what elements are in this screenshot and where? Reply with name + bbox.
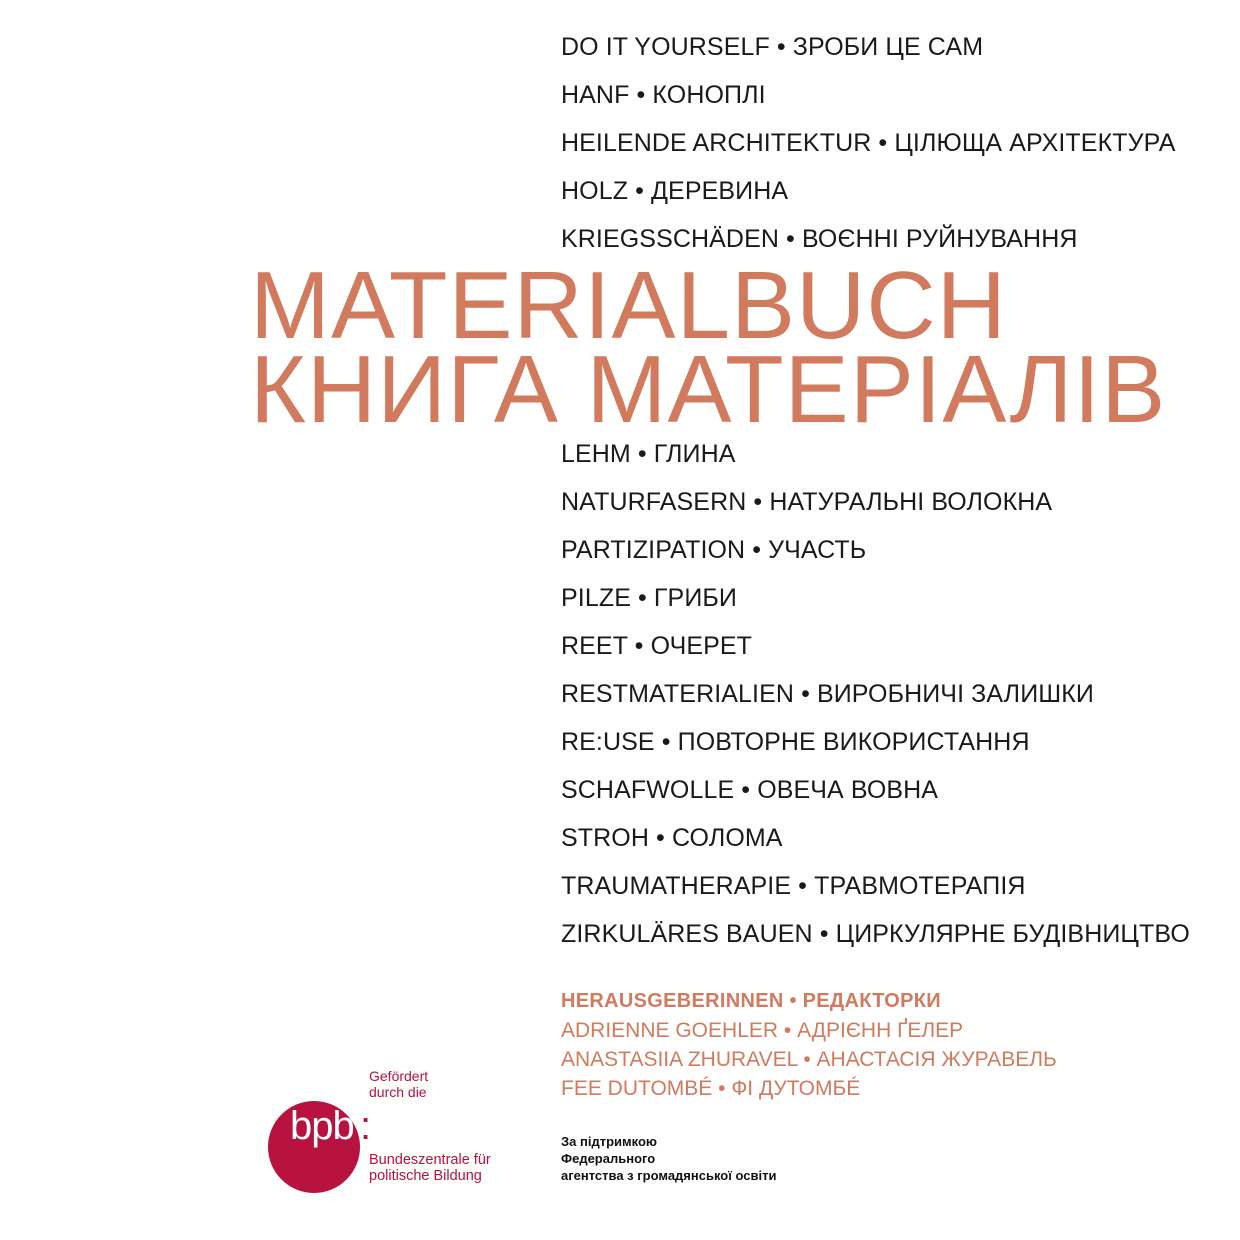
topic-item: HOLZ • ДЕРЕВИНА	[561, 177, 789, 205]
book-title-ukrainian: КНИГА МАТЕРІАЛІВ	[250, 336, 1167, 443]
topic-item: TRAUMATHERAPIE • ТРАВМОТЕРАПІЯ	[561, 872, 1026, 900]
bpb-logo-colon: :	[360, 1104, 372, 1148]
topic-item: REET • ОЧЕРЕТ	[561, 632, 753, 660]
funder-caption	[369, 1068, 428, 1100]
topic-item: HANF • КОНОПЛІ	[561, 81, 766, 109]
editor-name: FEE DUTOMBÉ • ФІ ДУТОМБÉ	[561, 1077, 861, 1100]
funder-name-line: Bundeszentrale für	[369, 1152, 491, 1168]
funder-logo	[268, 1068, 528, 1198]
book-title-german: MATERIALBUCH	[250, 252, 1007, 359]
bpb-logo-text: bpb	[290, 1104, 354, 1148]
editor-name: ADRIENNE GOEHLER • АДРІЄНН ҐЕЛЕР	[561, 1019, 964, 1042]
editors-heading: HERAUSGEBERINNEN • РЕДАКТОРКИ	[561, 990, 941, 1012]
funder-name	[369, 1152, 491, 1184]
editor-name: ANASTASIIA ZHURAVEL • АНАСТАСІЯ ЖУРАВЕЛЬ	[561, 1048, 1057, 1071]
editors-list	[561, 1016, 1057, 1103]
support-line: Федерального	[561, 1151, 656, 1166]
editors-block	[561, 986, 1057, 1103]
topic-item: SCHAFWOLLE • ОВЕЧА ВОВНА	[561, 776, 939, 804]
topic-item: DO IT YOURSELF • ЗРОБИ ЦЕ САМ	[561, 33, 984, 61]
topic-item: NATURFASERN • НАТУРАЛЬНІ ВОЛОКНА	[561, 488, 1053, 516]
funder-caption-line: durch die	[369, 1084, 427, 1100]
topic-item: ZIRKULÄRES BAUEN • ЦИРКУЛЯРНЕ БУДІВНИЦТВО	[561, 920, 1190, 948]
topic-item: LEHM • ГЛИНА	[561, 440, 736, 468]
topic-item: HEILENDE ARCHITEKTUR • ЦІЛЮЩА АРХІТЕКТУРА	[561, 129, 1176, 157]
topic-item: PILZE • ГРИБИ	[561, 584, 737, 612]
support-line: агентства з громадянської освіти	[561, 1168, 777, 1183]
topic-item: PARTIZIPATION • УЧАСТЬ	[561, 536, 867, 564]
topic-item: RESTMATERIALIEN • ВИРОБНИЧІ ЗАЛИШКИ	[561, 680, 1095, 708]
topic-item: KRIEGSSCHÄDEN • ВОЄННІ РУЙНУВАННЯ	[561, 225, 1078, 253]
support-text-ukrainian	[561, 1133, 776, 1184]
topic-list-bottom	[561, 430, 1190, 958]
topic-item: RE:USE • ПОВТОРНЕ ВИКОРИСТАННЯ	[561, 728, 1030, 756]
topic-item: STROH • СОЛОМА	[561, 824, 783, 852]
funder-caption-line: Gefördert	[369, 1068, 429, 1084]
support-line: За підтримкою	[561, 1134, 657, 1149]
funder-name-line: politische Bildung	[369, 1168, 482, 1184]
topic-list-top	[561, 23, 1175, 263]
